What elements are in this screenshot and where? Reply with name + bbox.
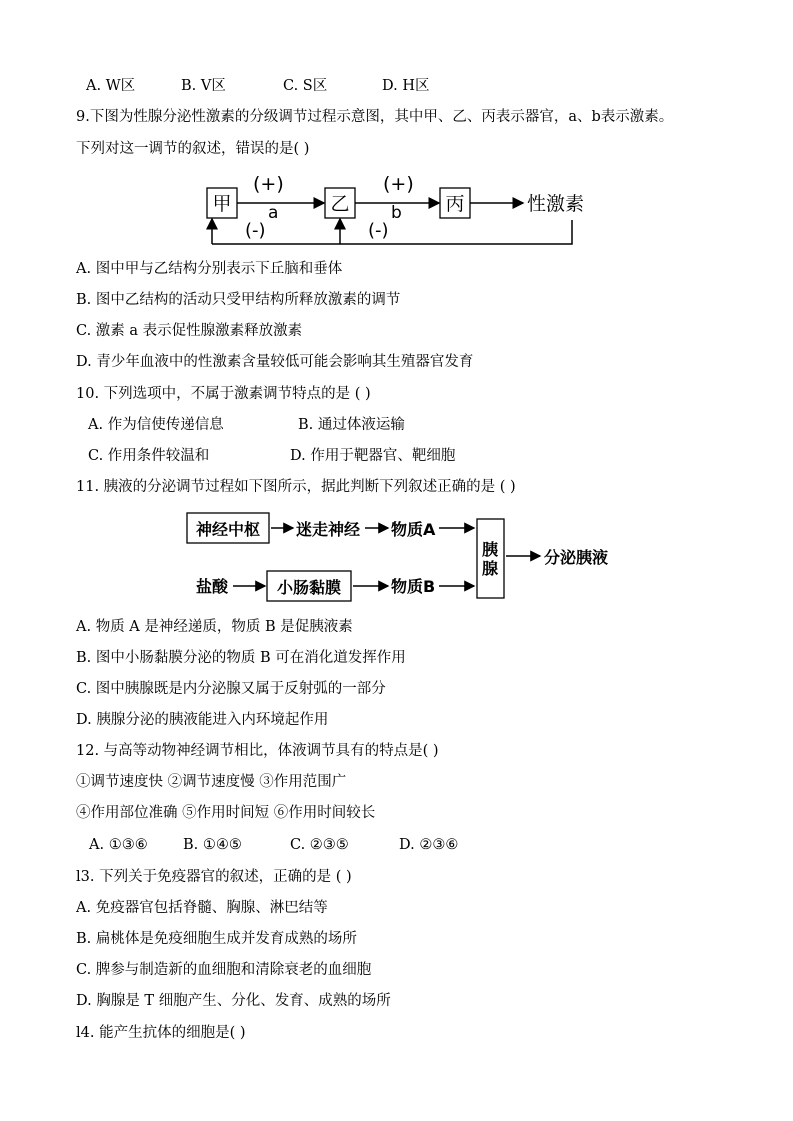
box-jia-label: 甲 [212,193,232,215]
q8-option-c: C. S区 [283,78,328,94]
substance-a-label: 物质A [391,520,436,539]
hormone-b-label: b [391,203,402,223]
q11-pancreas-regulation-diagram [185,508,615,604]
q9-option-d: D. 青少年血液中的性激素含量较低可能会影响其生殖器官发育 [76,354,474,370]
minus-label-2: (-) [368,220,389,241]
q12-option-d: D. ②③⑥ [399,837,459,853]
q9-option-a: A. 图中甲与乙结构分别表示下丘脑和垂体 [76,261,343,277]
q11-stem: 11. 胰液的分泌调节过程如下图所示，据此判断下列叙述正确的是 ( ) [76,479,516,495]
q10-option-a: A. 作为信使传递信息 [88,417,224,433]
q13-option-b: B. 扁桃体是免疫细胞生成并发育成熟的场所 [76,931,357,947]
q11-option-c: C. 图中胰腺既是内分泌腺又属于反射弧的一部分 [76,681,386,697]
plus-label-1: (+) [253,173,284,195]
q12-option-c: C. ②③⑤ [290,837,349,853]
hydrochloric-acid-label: 盐酸 [196,577,229,596]
q11-option-b: B. 图中小肠黏膜分泌的物质 B 可在消化道发挥作用 [76,650,406,666]
q9-stem-line1: 9.下图为性腺分泌性激素的分级调节过程示意图，其中甲、乙、丙表示器官，a、b表示激素。 [76,109,674,125]
box-yi-label: 乙 [330,193,350,215]
q12-items-line1: ①调节速度快 ②调节速度慢 ③作用范围广 [76,774,347,790]
substance-b-label: 物质B [391,577,436,596]
q12-option-a: A. ①③⑥ [89,837,148,853]
pancreas-label-bottom: 腺 [481,559,499,578]
q13-stem: l3. 下列关于免疫器官的叙述，正确的是 ( ) [76,869,352,885]
q10-option-c: C. 作用条件较温和 [88,448,210,464]
q8-option-d: D. H区 [382,78,430,94]
q8-option-b: B. V区 [181,78,226,94]
q10-option-d: D. 作用于靶器官、靶细胞 [290,448,456,464]
q12-items-line2: ④作用部位准确 ⑤作用时间短 ⑥作用时间较长 [76,805,376,821]
q9-option-c: C. 激素 a 表示促性腺激素释放激素 [76,323,303,339]
q11-option-d: D. 胰腺分泌的胰液能进入内环境起作用 [76,712,329,728]
q9-hormone-regulation-diagram [195,168,595,250]
q10-stem: 10. 下列选项中，不属于激素调节特点的是 ( ) [76,386,371,402]
q10-option-b: B. 通过体液运输 [298,417,405,433]
plus-label-2: (+) [383,173,414,195]
q14-stem: l4. 能产生抗体的细胞是( ) [76,1025,246,1041]
intestinal-mucosa-label: 小肠黏膜 [276,578,342,597]
pancreas-label-top: 胰 [481,540,499,559]
nerve-center-label: 神经中枢 [195,520,261,539]
hormone-a-label: a [268,203,279,223]
q12-stem: 12. 与高等动物神经调节相比，体液调节具有的特点是( ) [76,743,439,759]
vagus-nerve-label: 迷走神经 [296,520,361,539]
q12-option-b: B. ①④⑤ [183,837,242,853]
q9-option-b: B. 图中乙结构的活动只受甲结构所释放激素的调节 [76,292,401,308]
q9-stem-line2: 下列对这一调节的叙述，错误的是( ) [76,141,310,157]
q8-option-a: A. W区 [86,78,136,94]
q13-option-a: A. 免疫器官包括脊髓、胸腺、淋巴结等 [76,900,328,916]
output-label: 性激素 [527,193,585,215]
box-bing-label: 丙 [445,193,465,215]
q13-option-d: D. 胸腺是 T 细胞产生、分化、发育、成熟的场所 [76,993,391,1009]
secrete-pancreatic-juice-label: 分泌胰液 [544,548,609,567]
q13-option-c: C. 脾参与制造新的血细胞和清除衰老的血细胞 [76,962,372,978]
feedback-line [212,220,572,244]
minus-label-1: (-) [245,220,266,241]
q11-option-a: A. 物质 A 是神经递质，物质 B 是促胰液素 [76,619,353,635]
